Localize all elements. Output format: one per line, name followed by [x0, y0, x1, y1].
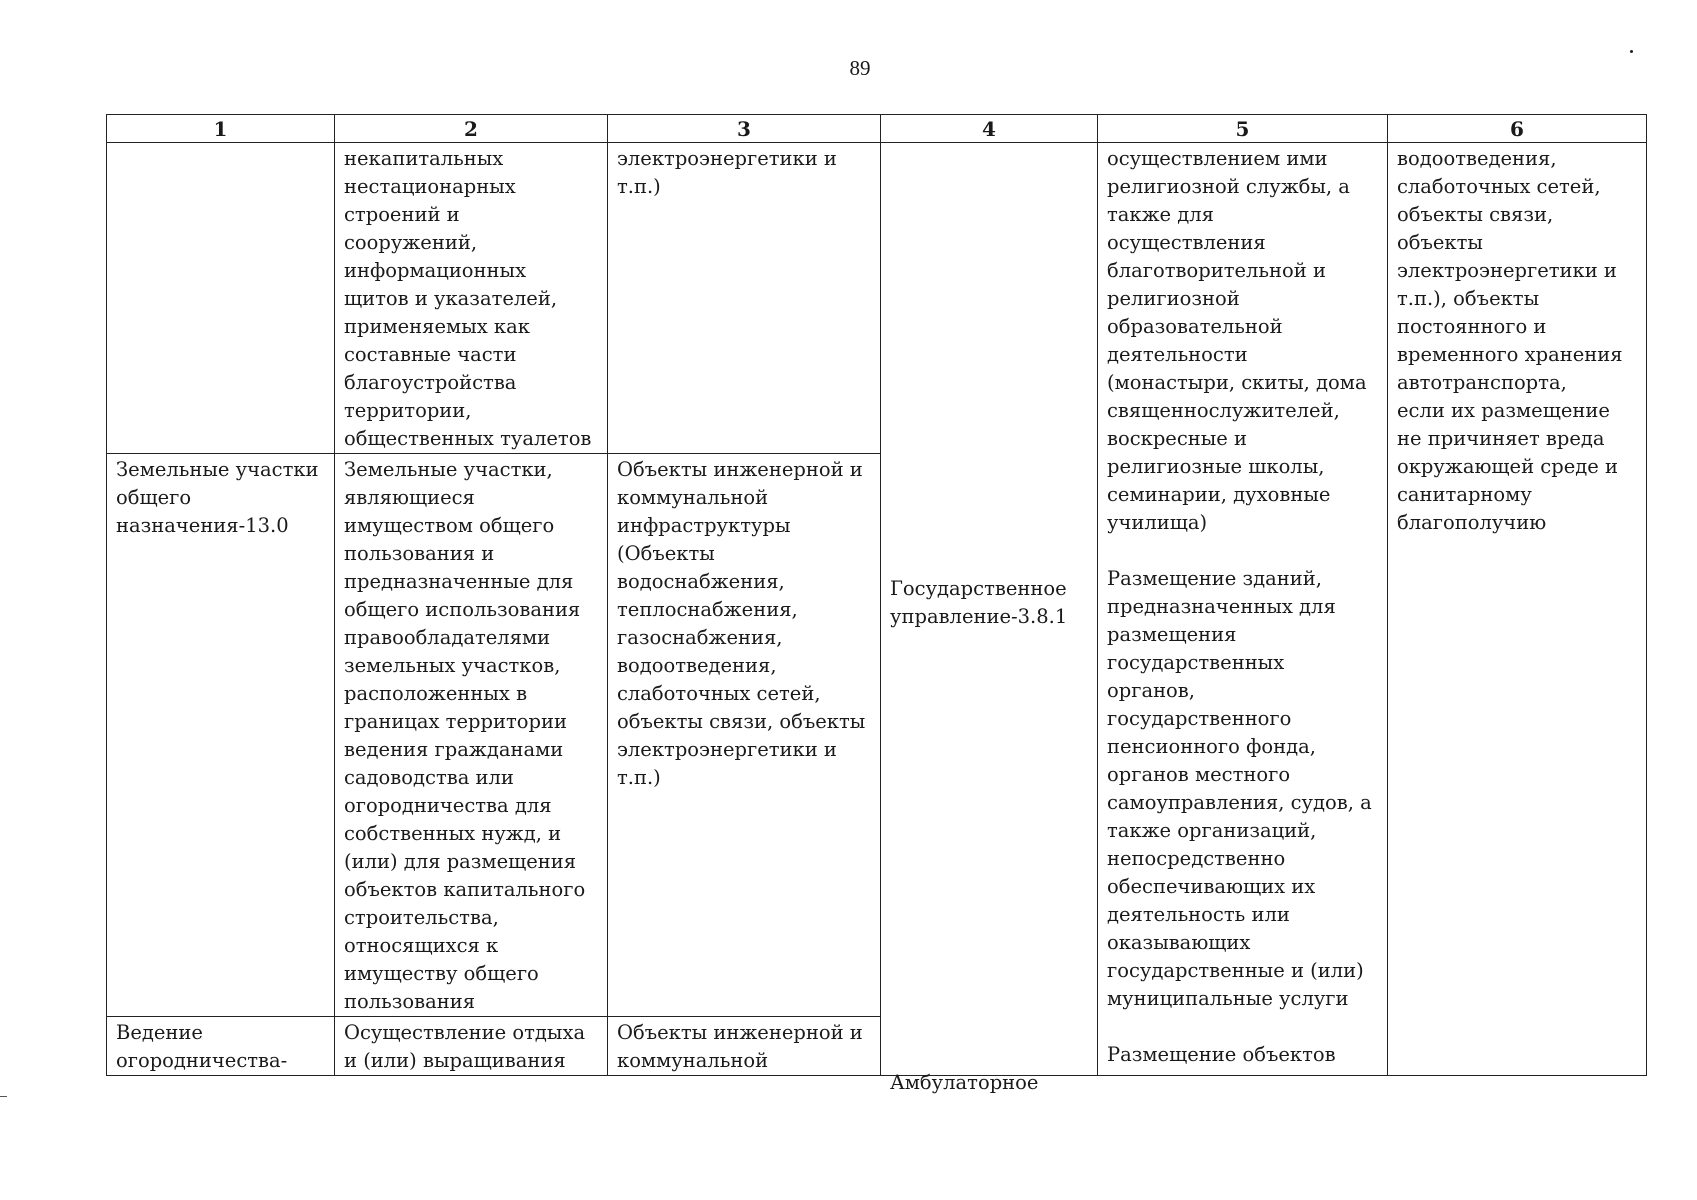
row1-col1-cell [107, 143, 335, 454]
col6-merged-cell: водоотведения, слаботочных сетей, объекты связи, объекты электроэнергетики и т.п.), объекты постоянного и временного хранения автотранспорта, если их размещение не причиняет вреда окружающей среде и санитарному благополучию [1388, 143, 1647, 1076]
outpatient-label: Амбулаторное [890, 1071, 1039, 1094]
col4-merged-cell [881, 143, 1098, 1094]
row3-col3-cell: Объекты инженерной и коммунальной [608, 1017, 881, 1076]
header-col-6: 6 [1388, 115, 1647, 143]
row2-col2-cell: Земельные участки, являющиеся имуществом общего пользования и предназначенные для общего использования правообладателями земельных участков, расположенных в границах территории ведения гражданами садоводства или огородничества для собственных нужд, и (или) для размещения объектов капитального строительства, относящихся к имуществу общего пользования [335, 454, 608, 1017]
row2-col1-cell: Земельные участки общего назначения-13.0 [107, 454, 335, 1017]
row3-col1-cell: Ведение огородничества- [107, 1017, 335, 1076]
header-col-5: 5 [1098, 115, 1388, 143]
margin-mark [0, 1096, 7, 1097]
col5-paragraph-1: осуществлением ими религиозной службы, а также для осуществления благотворительной и религиозной образовательной деятельности (монастыри, скиты, дома священнослужителей, воскресные и религиозные школы, семинарии, духовные училища) [1107, 147, 1367, 534]
header-col-2: 2 [335, 115, 608, 143]
header-col-4: 4 [881, 115, 1098, 143]
state-administration-label: Государственное управление-3.8.1 [890, 577, 1068, 628]
table-row [107, 143, 1647, 454]
page-number: 89 [849, 56, 871, 80]
row1-col2-cell: некапитальных нестационарных строений и сооружений, информационных щитов и указателей, применяемых как составные части благоустройства территории, общественных туалетов [335, 143, 608, 454]
scan-dot [1630, 50, 1633, 53]
col5-paragraph-2: Размещение зданий, предназначенных для размещения государственных органов, государственного пенсионного фонда, органов местного самоуправления, судов, а также организаций, непосредственно обеспечивающих их деятельность или оказывающих государственные и (или) муниципальные услуги [1107, 567, 1372, 1010]
header-row [107, 115, 1647, 143]
col5-paragraph-3: Размещение объектов [1107, 1043, 1336, 1066]
header-col-3: 3 [608, 115, 881, 143]
row2-col3-cell: Объекты инженерной и коммунальной инфраструктуры (Объекты водоснабжения, теплоснабжения, газоснабжения, водоотведения, слаботочных сетей, объекты связи, объекты электроэнергетики и т.п.) [608, 454, 881, 1017]
row1-col3-cell: электроэнергетики и т.п.) [608, 143, 881, 454]
row3-col2-cell: Осуществление отдыха и (или) выращивания [335, 1017, 608, 1076]
header-col-1: 1 [107, 115, 335, 143]
col5-merged-cell [1098, 143, 1388, 1076]
land-use-table [106, 114, 1647, 1094]
